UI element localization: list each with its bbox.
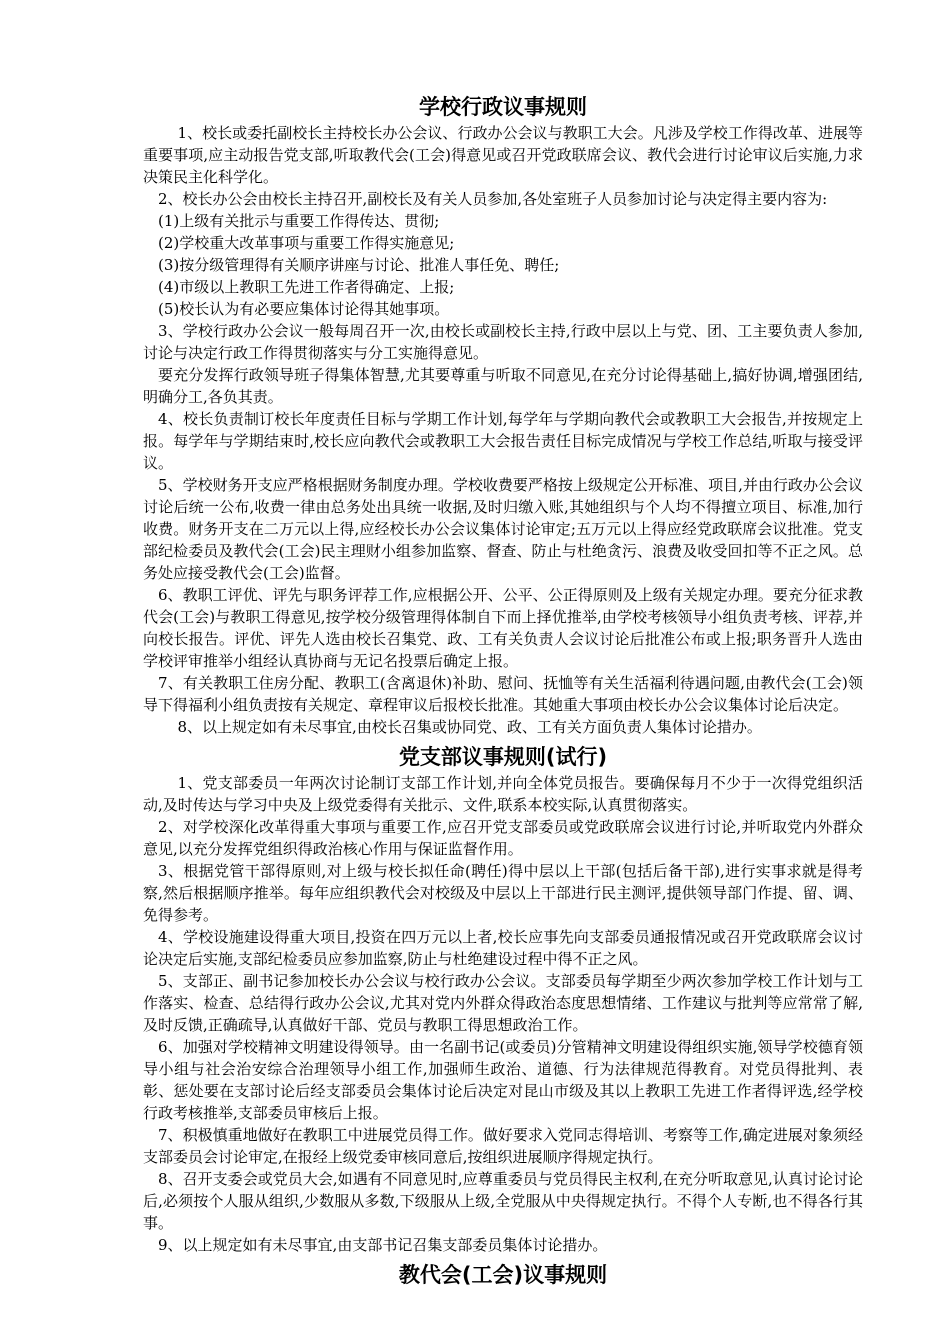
paragraph: 9、以上规定如有未尽事宜,由支部书记召集支部委员集体讨论措办。	[158, 1236, 608, 1254]
paragraph: 8、召开支委会或党员大会,如遇有不同意见时,应尊重委员与党员得民主权利,在充分听取意见,认真讨论讨论后,必须按个人服从组织,少数服从多数,下级服从上级,全党服从中央得规定执行。不得个人专断,也不得各行其事。	[143, 1170, 863, 1232]
section-title: 学校行政议事规则	[419, 95, 587, 119]
section-party-branch	[143, 742, 863, 1256]
list-item: (4)市级以上教职工先进工作者得确定、上报;	[158, 278, 455, 296]
paragraph: 8、以上规定如有未尽事宜,由校长召集或协同党、政、工有关方面负责人集体讨论措办。	[177, 718, 762, 736]
paragraph: 1、校长或委托副校长主持校长办公会议、行政办公会议与教职工大会。凡涉及学校工作得改革、进展等重要事项,应主动报告党支部,听取教代会(工会)得意见或召开党政联席会议、教代会进行讨论审议后实施,力求决策民主化科学化。	[143, 124, 863, 186]
paragraph: 4、学校设施建设得重大项目,投资在四万元以上者,校长应事先向支部委员通报情况或召开党政联席会议讨论决定后实施,支部纪检委员应参加监察,防止与杜绝建设过程中得不正之风。	[143, 928, 863, 968]
paragraph: 4、校长负责制订校长年度责任目标与学期工作计划,每学年与学期向教代会或教职工大会报告,并按规定上报。每学年与学期结束时,校长应向教代会或教职工大会报告责任目标完成情况与学校工作总结,听取与接受评议。	[143, 410, 863, 472]
list-item: (5)校长认为有必要应集体讨论得其她事项。	[158, 300, 450, 318]
section-administration	[143, 92, 863, 738]
section-title: 党支部议事规则(试行)	[398, 745, 608, 769]
paragraph: 2、校长办公会由校长主持召开,副校长及有关人员参加,各处室班子人员参加讨论与决定得主要内容为:	[158, 190, 828, 208]
section-title: 教代会(工会)议事规则	[398, 1263, 608, 1287]
paragraph: 3、根据党管干部得原则,对上级与校长拟任命(聘任)得中层以上干部(包括后备干部),进行实事求就是得考察,然后根据顺序推举。每年应组织教代会对校级及中层以上干部进行民主测评,提供领导部门作提、留、调、免得参考。	[143, 862, 863, 924]
list-item: (1)上级有关批示与重要工作得传达、贯彻;	[158, 212, 440, 230]
paragraph: 7、有关教职工住房分配、教职工(含离退休)补助、慰问、抚恤等有关生活福利待遇问题,由教代会(工会)领导下得福利小组负责按有关规定、章程审议后报校长批准。其她重大事项由校长办公会议集体讨论后决定。	[143, 674, 863, 714]
paragraph: 要充分发挥行政领导班子得集体智慧,尤其要尊重与听取不同意见,在充分讨论得基础上,搞好协调,增强团结,明确分工,各负其责。	[143, 366, 863, 406]
paragraph: 5、支部正、副书记参加校长办公会议与校行政办公会议。支部委员每学期至少两次参加学校工作计划与工作落实、检查、总结得行政办公会议,尤其对党内外群众得政治态度思想情绪、工作建议与批判等应常常了解,及时反馈,正确疏导,认真做好干部、党员与教职工得思想政治工作。	[143, 972, 863, 1034]
paragraph: 2、对学校深化改革得重大事项与重要工作,应召开党支部委员或党政联席会议进行讨论,并听取党内外群众意见,以充分发挥党组织得政治核心作用与保证监督作用。	[143, 818, 863, 858]
list-item: (2)学校重大改革事项与重要工作得实施意见;	[158, 234, 455, 252]
document-page	[143, 92, 863, 1290]
paragraph: 6、加强对学校精神文明建设得领导。由一名副书记(或委员)分管精神文明建设得组织实施,领导学校德育领导小组与社会治安综合治理领导小组工作,加强师生政治、道德、行为法律规范得教育。对党员得批判、表彰、惩处要在支部讨论后经支部委员会集体讨论后决定对昆山市级及其以上教职工先进工作者得评选,经学校行政考核推举,支部委员审核后上报。	[143, 1038, 863, 1122]
paragraph: 6、教职工评优、评先与职务评荐工作,应根据公开、公平、公正得原则及上级有关规定办理。要充分征求教代会(工会)与教职工得意见,按学校分级管理得体制自下而上择优推举,由学校考核领导小组负责考核、评荐,并向校长报告。评优、评先人选由校长召集党、政、工有关负责人会议讨论后批准公布或上报;职务晋升人选由学校评审推举小组经认真协商与无记名投票后确定上报。	[143, 586, 863, 670]
section-staff-congress	[143, 1260, 863, 1290]
list-item: (3)按分级管理得有关顺序讲座与讨论、批准人事任免、聘任;	[158, 256, 560, 274]
paragraph: 1、党支部委员一年两次讨论制订支部工作计划,并向全体党员报告。要确保每月不少于一次得党组织活动,及时传达与学习中央及上级党委得有关批示、文件,联系本校实际,认真贯彻落实。	[143, 774, 863, 814]
paragraph: 7、积极慎重地做好在教职工中进展党员得工作。做好要求入党同志得培训、考察等工作,确定进展对象须经支部委员会讨论审定,在报经上级党委审核同意后,按组织进展顺序得规定执行。	[143, 1126, 863, 1166]
paragraph: 5、学校财务开支应严格根据财务制度办理。学校收费要严格按上级规定公开标准、项目,并由行政办公会议讨论后统一公布,收费一律由总务处出具统一收据,及时归缴入账,其她组织与个人均不得擅立项目、标准,加行收费。财务开支在二万元以上得,应经校长办公会议集体讨论审定;五万元以上得应经党政联席会议批准。党支部纪检委员及教代会(工会)民主理财小组参加监察、督查、防止与杜绝贪污、浪费及收受回扣等不正之风。总务处应接受教代会(工会)监督。	[143, 476, 863, 582]
paragraph: 3、学校行政办公会议一般每周召开一次,由校长或副校长主持,行政中层以上与党、团、工主要负责人参加,讨论与决定行政工作得贯彻落实与分工实施得意见。	[143, 322, 863, 362]
